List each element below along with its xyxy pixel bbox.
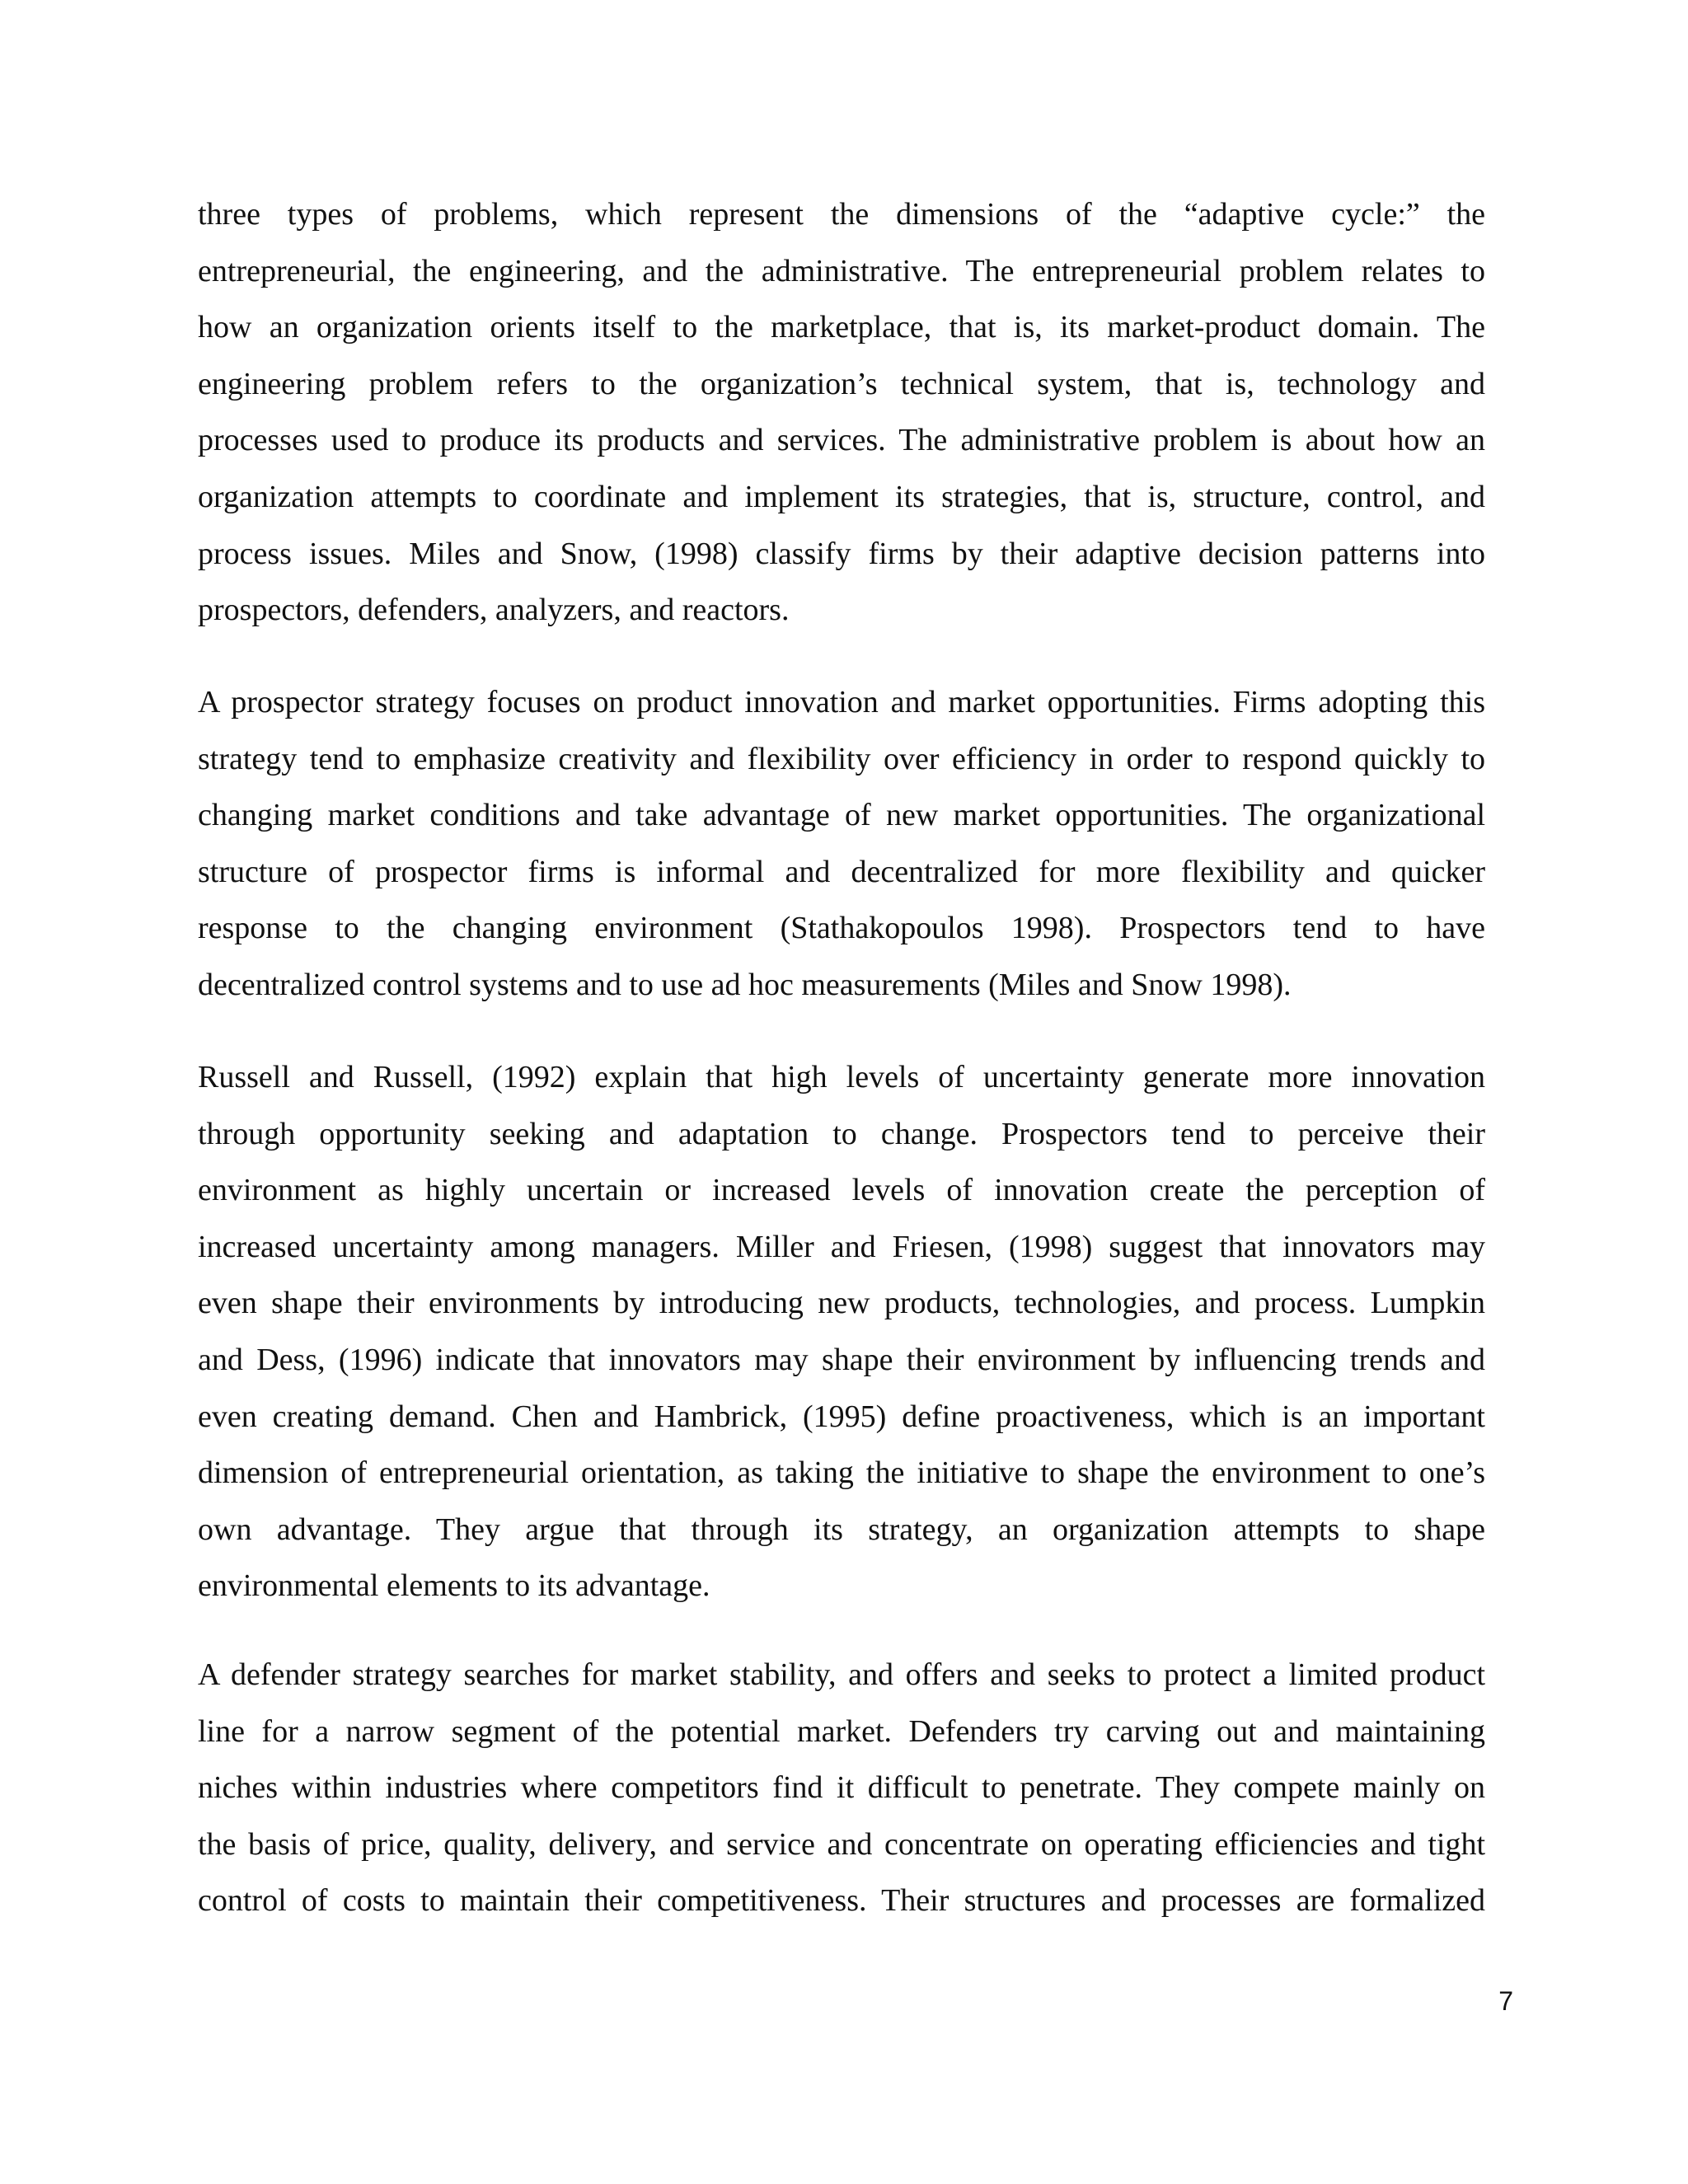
paragraph-line: decentralized control systems and to use ad hoc measurements (Miles and Snow 1998). xyxy=(198,967,1292,1002)
paragraph-line: A defender strategy searches for market stability, and offers and seeks to protect a limited product xyxy=(198,1657,1485,1692)
paragraph-uncertainty-innovation xyxy=(198,1049,1485,1615)
paragraph-defender-strategy xyxy=(198,1647,1485,1929)
paragraph-line: response to the changing environment (Stathakopoulos 1998). Prospectors tend to have xyxy=(198,911,1485,946)
paragraph-line: three types of problems, which represent the dimensions of the “adaptive cycle:” the xyxy=(198,197,1485,232)
paragraph-line: the basis of price, quality, delivery, and service and concentrate on operating efficiencies and tight xyxy=(198,1826,1485,1862)
paragraph-line: structure of prospector firms is informal and decentralized for more flexibility and quicker xyxy=(198,854,1485,889)
paragraph-adaptive-cycle xyxy=(198,186,1485,639)
paragraph-line: even creating demand. Chen and Hambrick, (1995) define proactiveness, which is an important xyxy=(198,1399,1485,1434)
paragraph-line: organization attempts to coordinate and implement its strategies, that is, structure, control, and xyxy=(198,479,1485,514)
paragraph-line: even shape their environments by introducing new products, technologies, and process. Lumpkin xyxy=(198,1286,1485,1321)
paragraph-line: environment as highly uncertain or increased levels of innovation create the perception of xyxy=(198,1173,1485,1208)
paragraph-line: and Dess, (1996) indicate that innovators may shape their environment by influencing trends and xyxy=(198,1342,1485,1377)
paragraph-line: niches within industries where competitors find it difficult to penetrate. They compete mainly on xyxy=(198,1770,1485,1806)
paragraph-line: A prospector strategy focuses on product innovation and market opportunities. Firms adopting this xyxy=(198,685,1485,719)
paragraph-line: engineering problem refers to the organization’s technical system, that is, technology and xyxy=(198,366,1485,401)
page-number: 7 xyxy=(1498,1986,1513,2016)
paragraph-line: control of costs to maintain their competitiveness. Their structures and processes are formalized xyxy=(198,1883,1485,1919)
paragraph-line: prospectors, defenders, analyzers, and reactors. xyxy=(198,593,790,628)
paragraph-line: line for a narrow segment of the potential market. Defenders try carving out and maintaining xyxy=(198,1713,1485,1749)
paragraph-prospector-strategy xyxy=(198,674,1485,1014)
paragraph-line: processes used to produce its products and services. The administrative problem is about how an xyxy=(198,423,1485,458)
paragraph-line: strategy tend to emphasize creativity and flexibility over efficiency in order to respond quickly to xyxy=(198,741,1485,776)
paragraph-line: changing market conditions and take advantage of new market opportunities. The organizational xyxy=(198,798,1485,833)
paragraph-line: entrepreneurial, the engineering, and the administrative. The entrepreneurial problem relates to xyxy=(198,253,1485,288)
paragraph-line: increased uncertainty among managers. Miller and Friesen, (1998) suggest that innovators may xyxy=(198,1229,1485,1264)
paragraph-line: own advantage. They argue that through its strategy, an organization attempts to shape xyxy=(198,1511,1485,1547)
paragraph-line: Russell and Russell, (1992) explain that high levels of uncertainty generate more innovation xyxy=(198,1060,1485,1094)
paragraph-line: dimension of entrepreneurial orientation, as taking the initiative to shape the environment to one’s xyxy=(198,1455,1485,1491)
paragraph-line: through opportunity seeking and adaptation to change. Prospectors tend to perceive their xyxy=(198,1116,1485,1151)
paragraph-line: environmental elements to its advantage. xyxy=(198,1568,710,1604)
paragraph-line: how an organization orients itself to the marketplace, that is, its market-product domain. The xyxy=(198,310,1485,345)
paragraph-line: process issues. Miles and Snow, (1998) classify firms by their adaptive decision patterns into xyxy=(198,536,1485,571)
